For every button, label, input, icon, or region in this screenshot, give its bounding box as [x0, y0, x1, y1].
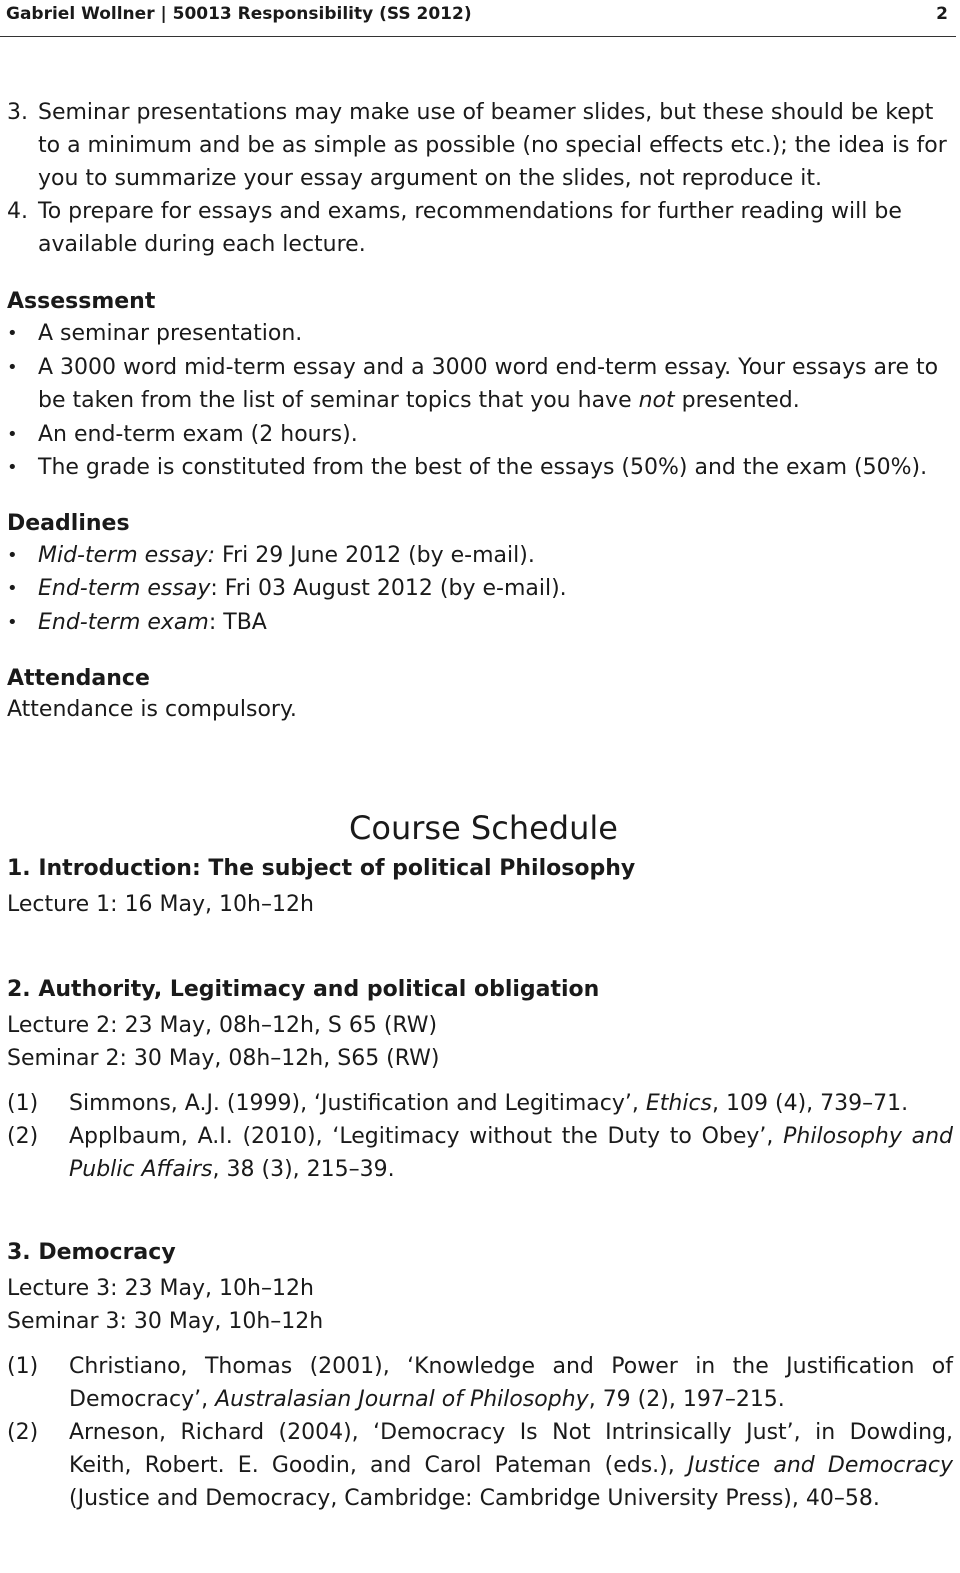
numbered-list: [7, 96, 953, 261]
bullet-icon: •: [7, 611, 18, 633]
reference-item: [7, 1416, 953, 1515]
reference-details: , 109 (4), 739–71.: [712, 1091, 909, 1116]
bullet-icon: •: [7, 423, 18, 445]
document-body: [7, 96, 953, 1515]
list-item: [7, 351, 953, 418]
reference-journal: Australasian Journal of Philosophy: [215, 1387, 589, 1412]
page-header: [0, 0, 956, 37]
page-number: 2: [936, 4, 948, 24]
item-emphasis: not: [638, 388, 675, 413]
lecture-line: Lecture 3: 23 May, 10h–12h: [7, 1276, 314, 1301]
topic-heading: 2. Authority, Legitimacy and political obligation: [7, 977, 600, 1002]
reference-item: [7, 1087, 953, 1120]
topic-heading: 3. Democracy: [7, 1240, 176, 1265]
reference-details: , 38 (3), 215–39.: [212, 1157, 395, 1182]
deadline-text: Fri 29 June 2012 (by e-mail).: [215, 542, 535, 568]
deadlines-list: [7, 539, 953, 640]
list-item: [7, 539, 953, 573]
item-text: The grade is constituted from the best of the essays (50%) and the exam (50%).: [38, 455, 928, 480]
reference-item: [7, 1350, 953, 1416]
list-item: [7, 606, 953, 640]
reference-details: , 79 (2), 197–215.: [588, 1387, 785, 1412]
item-number: 3.: [7, 100, 28, 125]
topic-heading: 1. Introduction: The subject of political Philosophy: [7, 856, 636, 881]
item-text: A seminar presentation.: [38, 321, 303, 346]
bullet-icon: •: [7, 323, 18, 344]
deadline-text: : Fri 03 August 2012 (by e-mail).: [210, 576, 567, 601]
numbered-item: [7, 96, 953, 195]
item-text: A 3000 word mid-term essay and a 3000 word end-term essay. Your essays are to be taken from the list of seminar topics that you have: [38, 354, 939, 413]
reference-number: (2): [7, 1124, 39, 1149]
item-text: An end-term exam (2 hours).: [38, 421, 358, 447]
bullet-icon: •: [7, 356, 18, 378]
reference-number: (2): [7, 1420, 39, 1445]
bullet-icon: •: [7, 457, 18, 478]
attendance-heading: Attendance: [7, 666, 150, 691]
list-item: [7, 572, 953, 606]
item-text: To prepare for essays and exams, recommendations for further reading will be available during each lecture.: [38, 199, 902, 257]
reading-list: [7, 1087, 953, 1186]
reference-text: Applbaum, A.I. (2010), ‘Legitimacy without the Duty to Obey’,: [69, 1124, 784, 1149]
reference-text: Christiano, Thomas (2001), ‘Knowledge and Power in the Justification of Democracy’,: [69, 1354, 953, 1412]
deadline-label: End-term exam: [38, 609, 209, 635]
reference-journal: Philosophy and Public Affairs: [69, 1124, 953, 1182]
list-item: [7, 317, 953, 351]
deadlines-heading: Deadlines: [7, 510, 130, 536]
reference-book: Justice and Democracy: [687, 1453, 953, 1478]
header-title: Gabriel Wollner | 50013 Responsibility (SS 2012): [6, 4, 472, 24]
reference-journal: Ethics: [645, 1091, 713, 1116]
assessment-heading: Assessment: [7, 289, 156, 314]
reading-list: [7, 1350, 953, 1515]
deadline-label: Mid-term essay:: [38, 542, 215, 568]
deadline-text: : TBA: [208, 609, 267, 635]
bullet-icon: •: [7, 544, 18, 566]
reference-item: [7, 1120, 953, 1186]
numbered-item: [7, 195, 953, 261]
attendance-text: Attendance is compulsory.: [7, 697, 297, 722]
seminar-line: Seminar 2: 30 May, 08h–12h, S65 (RW): [7, 1046, 440, 1071]
bullet-icon: •: [7, 578, 18, 599]
reference-details: (Justice and Democracy, Cambridge: Cambridge University Press), 40–58.: [69, 1486, 880, 1511]
lecture-line: Lecture 1: 16 May, 10h–12h: [7, 892, 314, 917]
reference-number: (1): [7, 1354, 39, 1379]
course-schedule-title: Course Schedule: [349, 809, 618, 847]
seminar-line: Seminar 3: 30 May, 10h–12h: [7, 1309, 324, 1334]
deadline-label: End-term essay: [38, 576, 211, 601]
list-item: [7, 418, 953, 452]
list-item: [7, 451, 953, 485]
item-number: 4.: [7, 199, 28, 224]
reference-number: (1): [7, 1091, 39, 1116]
assessment-list: [7, 317, 953, 485]
item-text: Seminar presentations may make use of beamer slides, but these should be kept to a minimum and be as simple as possible (no special effects etc.); the idea is for you to summarize your essay argument on the slides, not reproduce it.: [38, 100, 947, 191]
item-text-end: presented.: [674, 388, 800, 413]
lecture-line: Lecture 2: 23 May, 08h–12h, S 65 (RW): [7, 1013, 438, 1038]
reference-text: Arneson, Richard (2004), ‘Democracy Is Not Intrinsically Just’, in Dowding, Keith, Robert. E. Goodin, and Carol Pateman (eds.),: [69, 1420, 953, 1478]
reference-text: Simmons, A.J. (1999), ‘Justification and Legitimacy’,: [69, 1091, 646, 1116]
